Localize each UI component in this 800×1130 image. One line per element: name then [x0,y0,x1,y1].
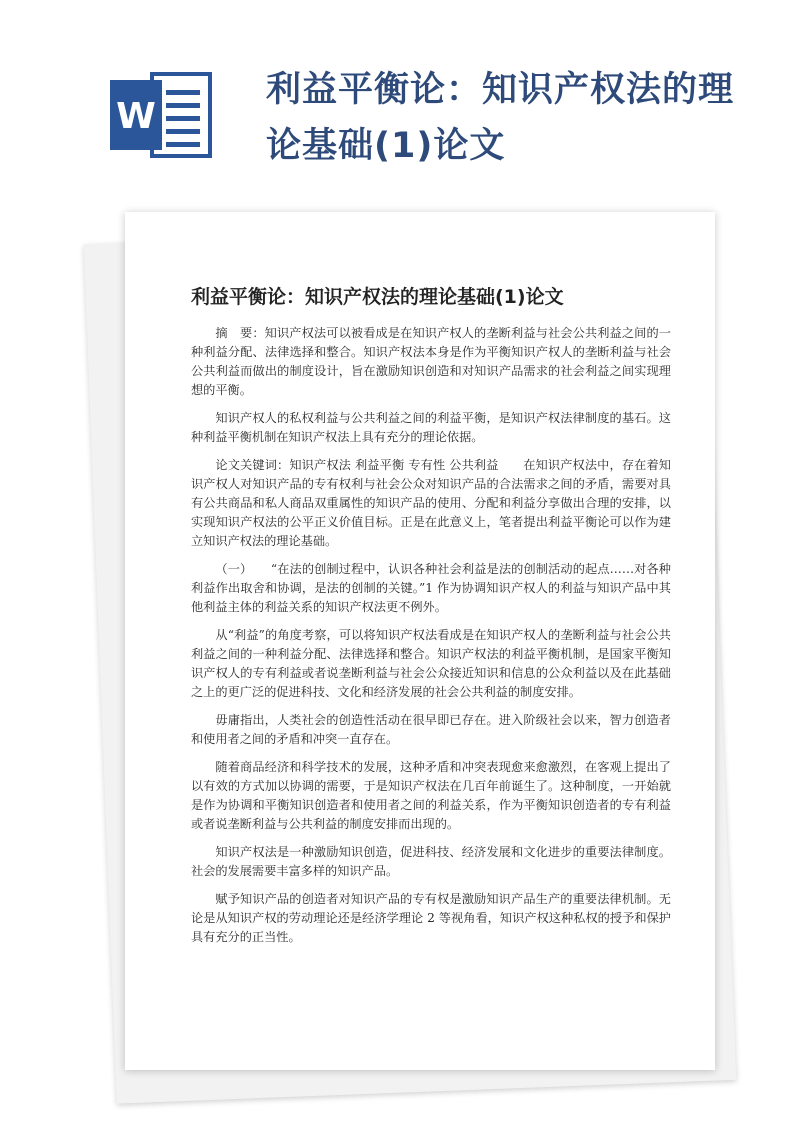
paragraph: 赋予知识产品的创造者对知识产品的专有权是激励知识产品生产的重要法律机制。无论是从知识产权的劳动理论还是经济学理论 2 等视角看，知识产权这种私权的授予和保护具有充分的正当性。 [191,892,671,944]
paragraph-keywords: 论文关键词：知识产权法 利益平衡 专有性 公共利益 在知识产权法中，存在着知识产权人对知识产品的专有权利与社会公众对知识产品的合法需求之间的矛盾，需要对具有公共商品和私人商品双重属性的知识产品的使用、分配和利益分享做出合理的安排，以实现知识产权法的公平正义价值目标。正是在此意义上，笔者提出利益平衡论可以作为建立知识产权法的理论基础。 [191,458,671,548]
header [0,0,800,200]
word-document-icon [108,70,220,160]
paragraph: 从“利益”的角度考察，可以将知识产权法看成是在知识产权人的垄断利益与社会公共利益之间的一种利益分配、法律选择和整合。知识产权法的利益平衡机制，是国家平衡知识产权人的专有利益或者说垄断利益与社会公众接近知识和信息的公众利益以及在此基础之上的更广泛的促进科技、文化和经济发展的社会公共利益的制度安排。 [191,628,671,699]
paragraph: 知识产权人的私权利益与公共利益之间的利益平衡，是知识产权法律制度的基石。这种利益平衡机制在知识产权法上具有充分的理论依据。 [191,411,671,444]
document-page [125,212,715,1070]
header-title: 利益平衡论：知识产权法的理论基础(1)论文 [266,70,735,166]
paragraph: （一） “在法的创制过程中，认识各种社会利益是法的创制活动的起点……对各种利益作出取舍和协调，是法的创制的关键。”1 作为协调知识产权人的利益与知识产品中其他利益主体的利益关系的知识产权法更不例外。 [191,562,671,614]
paragraph: 知识产权法是一种激励知识创造，促进科技、经济发展和文化进步的重要法律制度。社会的发展需要丰富多样的知识产品。 [191,845,671,878]
paragraph: 随着商品经济和科学技术的发展，这种矛盾和冲突表现愈来愈激烈，在客观上提出了以有效的方式加以协调的需要，于是知识产权法在几百年前诞生了。这种制度，一开始就是作为协调和平衡知识创造者和使用者之间的利益关系，作为平衡知识创造者的专有利益或者说垄断利益与公共利益的制度安排而出现的。 [191,760,671,831]
paragraph-abstract: 摘 要：知识产权法可以被看成是在知识产权人的垄断利益与社会公共利益之间的一种利益分配、法律选择和整合。知识产权法本身是作为平衡知识产权人的垄断利益与社会公共利益而做出的制度设计，旨在激励知识创造和对知识产品需求的社会利益之间实现理想的平衡。 [191,326,671,397]
paragraph: 毋庸指出，人类社会的创造性活动在很早即已存在。进入阶级社会以来，智力创造者和使用者之间的矛盾和冲突一直存在。 [191,713,671,746]
document-body [191,324,671,956]
word-icon-letter: W [116,96,156,137]
document-title: 利益平衡论：知识产权法的理论基础(1)论文 [191,286,564,308]
